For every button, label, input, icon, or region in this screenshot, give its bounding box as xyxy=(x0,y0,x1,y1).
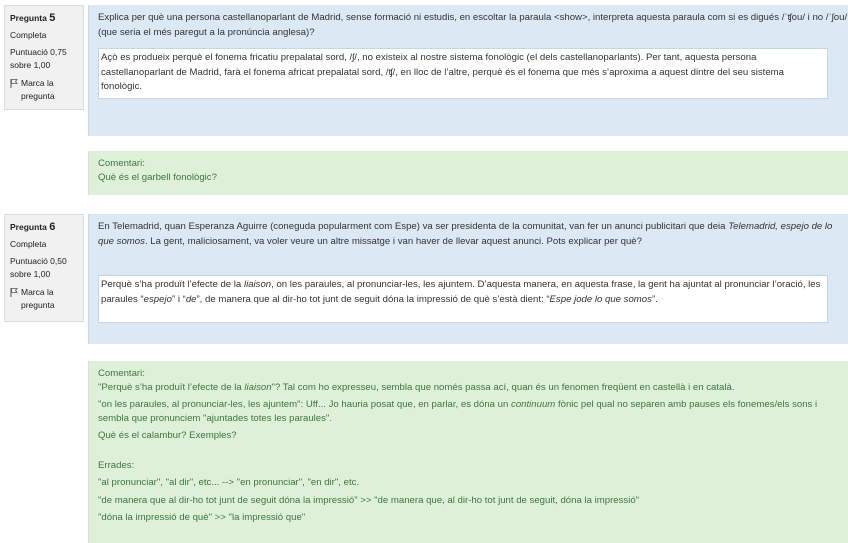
feedback-title: Comentari: xyxy=(98,158,145,169)
question-info-6 xyxy=(4,214,84,322)
answer-text: Perquè s’ha produït l’efecte de la liaison, on les paraules, al pronunciar-les, les ajuntem. D’aquesta manera, en aquesta frase, la gent ha ajuntat al pronunciar l’oració, les paraules “espejo” i “de”, de manera que al dir-ho tot junt de seguit dóna la impressió de què s’està dient: “Espe jode lo que somos”. xyxy=(101,279,821,305)
question-number-value: 5 xyxy=(49,12,56,24)
question-grade: Puntuació 0,50 sobre 1,00 xyxy=(10,256,67,279)
feedback-comment-calambur: Què és el calambur? Exemples? xyxy=(98,430,237,441)
question-text: Explica per què una persona castellanoparlant de Madrid, sense formació ni estudis, en escoltar la paraula <show>, interpreta aquesta paraula com si es digués /ˈʧou/ i no /ˈʃou/ (que seria el més paregut a la pronúncia anglesa)? xyxy=(98,12,848,38)
feedback-6 xyxy=(88,361,848,543)
question-info-5 xyxy=(4,5,84,110)
flag-icon xyxy=(10,288,18,297)
question-number-value: 6 xyxy=(49,221,56,233)
feedback-errors-title: Errades: xyxy=(98,459,135,471)
feedback-comment-continuum: "on les paraules, al pronunciar-les, les ajuntem": Uff... Jo hauria posat que, en parlar, es dóna un continuum fònic pel qual no separen amb pauses els fonemes/els sons i sembla que pronunciem "ajuntades totes les paraules". xyxy=(98,399,818,424)
question-number xyxy=(10,12,78,25)
question-state: Completa xyxy=(10,30,47,40)
flag-icon xyxy=(10,79,18,88)
feedback-error-1: "al pronunciar", "al dir", etc... --> "en pronunciar", "en dir", etc. xyxy=(98,477,360,488)
flag-question-button[interactable]: Marca la pregunta xyxy=(10,286,78,312)
question-content-5 xyxy=(88,5,848,136)
feedback-error-2: "de manera que al dir-ho tot junt de seguit dóna la impressió" >> "de manera que, al dir-ho tot junt de seguit, dóna la impressió" xyxy=(98,494,640,506)
feedback-comment-liaison: "Perquè s’ha produït l’efecte de la liaison"? Tal com ho expresseu, sembla que només passa ací, quan és un fenomen freqüent en castellà i en català. xyxy=(98,381,735,393)
question-text: En Telemadrid, quan Esperanza Aguirre (coneguda popularment com Espe) va ser presidenta de la comunitat, van fer un anunci publicitari que deia Telemadrid, espejo de lo que somos. La gent, maliciosament, va voler veure un altre missatge i van haver de llevar aquest anunci. Pots explicar per què? xyxy=(98,221,833,247)
answer-field[interactable] xyxy=(98,275,828,323)
answer-text: Açò es produeix perquè el fonema fricatiu prepalatal sord, /ʃ/, no existeix al nostre sistema fonològic (el dels castellanoparlants). Per tant, aquesta persona castellanoparlant de Madrid, farà el fonema africat prepalatal sord, /ʧ/, en lloc de l’altre, perquè és el fonema que més s’aproxima a aquest dintre del seu sistema fonològic. xyxy=(101,52,784,92)
flag-question-button[interactable]: Marca la pregunta xyxy=(10,77,78,103)
feedback-5 xyxy=(88,151,848,195)
question-prefix: Pregunta xyxy=(10,13,47,23)
feedback-title: Comentari: xyxy=(98,368,145,379)
question-number xyxy=(10,221,78,234)
question-grade: Puntuació 0,75 sobre 1,00 xyxy=(10,47,67,70)
feedback-error-3: "dóna la impressió de què" >> "la impressió que" xyxy=(98,512,306,523)
question-state: Completa xyxy=(10,239,47,249)
feedback-text: Què és el garbell fonològic? xyxy=(98,171,217,183)
answer-field[interactable] xyxy=(98,48,828,99)
question-content-6 xyxy=(88,214,848,344)
question-prefix: Pregunta xyxy=(10,222,47,232)
